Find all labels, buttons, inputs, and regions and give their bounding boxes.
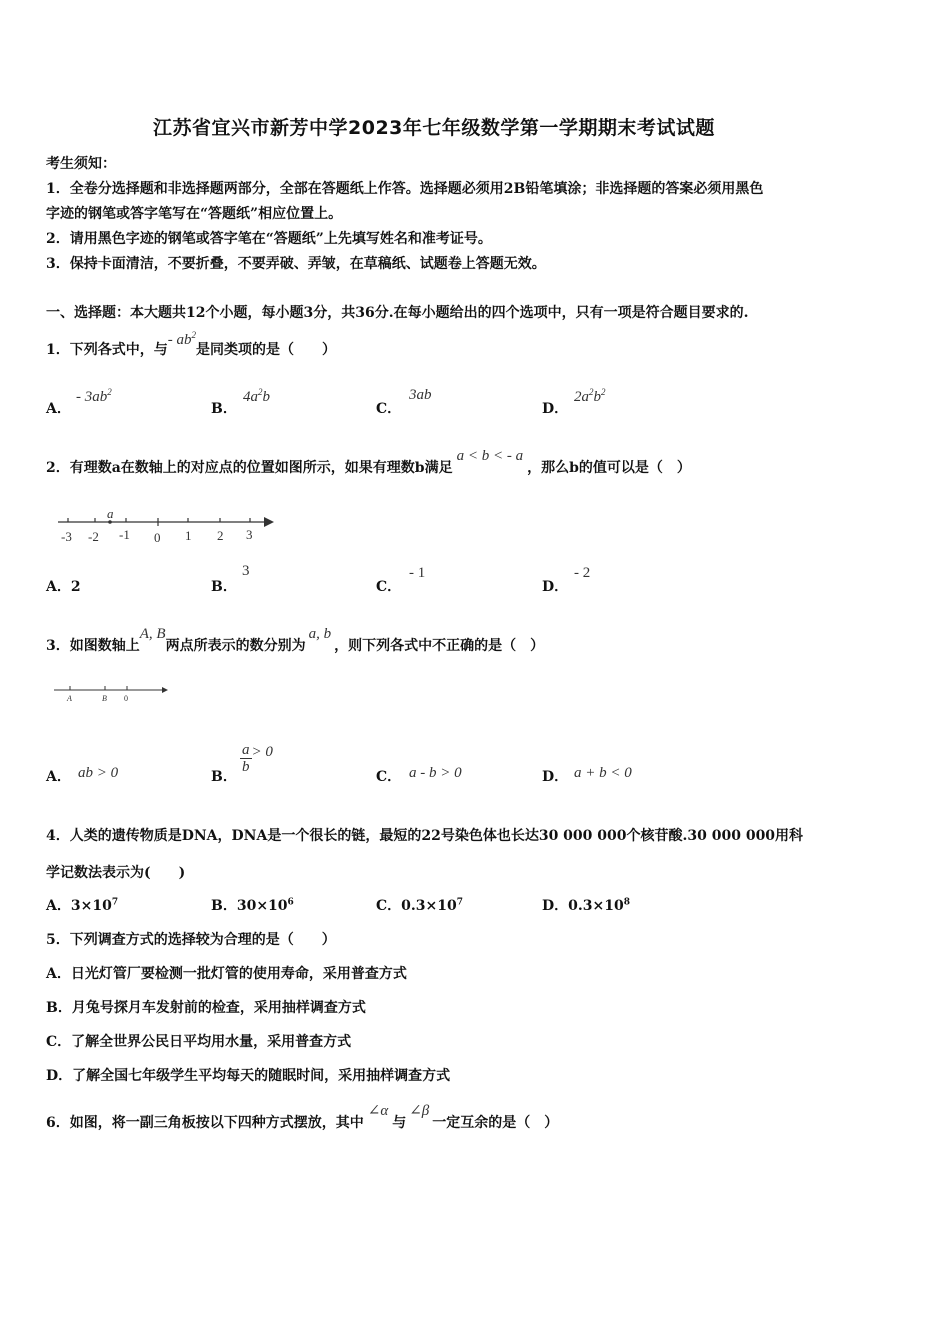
q3-option-b-denominator: b <box>242 759 250 775</box>
q4-option-c[interactable]: C．$0.3\times 10^7$ <box>376 897 463 914</box>
q2-tick-label: 2 <box>217 528 224 543</box>
q2-label-d: D． <box>542 579 569 595</box>
q4-option-d[interactable]: D．$0.3\times 10^8$ <box>542 897 630 914</box>
q2-stem: 2．有理数a在数轴上的对应点的位置如图所示，如果有理数b满足a < b < - a，那么b的值可以是（ ） <box>46 448 691 476</box>
q5-option-d[interactable]: D．了解全国七年级学生平均每天的随眠时间，采用抽样调查方式 <box>46 1068 451 1084</box>
q4-stem-line-2: 学记数法表示为( ) <box>46 865 186 881</box>
q3-label-a: A． <box>46 769 71 785</box>
notice-line-1b: 字迹的钢笔或答字笔写在“答题纸”相应位置上。 <box>46 206 343 222</box>
q4-option-a[interactable]: A．$3\times 10^7$ <box>46 897 119 914</box>
q2-option-c[interactable]: - 1 <box>409 565 426 581</box>
notice-line-3: 3．保持卡面清洁，不要折叠，不要弄破、弄皱，在草稿纸、试题卷上答题无效。 <box>46 256 546 272</box>
q1-label-d: D． <box>542 401 569 417</box>
q5-option-b[interactable]: B．月兔号探月车发射前的检查，采用抽样调查方式 <box>46 1000 366 1016</box>
q6-stem: 6．如图，将一副三角板按以下四种方式摆放，其中∠α与∠β一定互余的是（ ） <box>46 1103 559 1131</box>
q3-option-d[interactable]: a + b < 0 <box>574 765 632 781</box>
q3-label-b: B． <box>211 769 237 785</box>
q2-condition: a < b < - a <box>456 448 524 464</box>
q1-label-b: B． <box>211 401 237 417</box>
q2-tick-label: 1 <box>185 528 192 543</box>
q1-stem: 1．下列各式中，与- $ab^2$是同类项的是（ ） <box>46 330 336 358</box>
q3-label-c: C． <box>376 769 402 785</box>
q6-angle-beta: ∠β <box>409 1103 430 1119</box>
q3-values: a, b <box>308 626 332 642</box>
q2-label-c: C． <box>376 579 402 595</box>
q2-point-label: a <box>107 506 114 521</box>
q3-points: A, B <box>139 626 166 642</box>
q3-number-line <box>52 680 170 706</box>
q2-tick-label: 3 <box>246 527 253 542</box>
q1-label-a: A． <box>46 401 71 417</box>
q3-option-a[interactable]: ab > 0 <box>78 765 119 781</box>
q2-tick-label: 0 <box>154 530 161 545</box>
q1-option-d[interactable]: $2a^2b^2$ <box>574 387 606 405</box>
q2-option-b[interactable]: 3 <box>242 563 250 579</box>
q2-tick-label: -3 <box>61 529 72 544</box>
q2-label-a: A．2 <box>46 579 81 595</box>
q1-option-b[interactable]: $4a^2b$ <box>243 387 270 405</box>
notice-line-2: 2．请用黑色字迹的钢笔或答字笔在“答题纸”上先填写姓名和准考证号。 <box>46 231 492 247</box>
q3-axis-label: B <box>102 694 107 703</box>
q2-option-d[interactable]: - 2 <box>574 565 591 581</box>
q3-axis-label: 0 <box>124 694 128 703</box>
section-heading: 一、选择题：本大题共12个小题，每小题3分，共36分.在每小题给出的四个选项中，只有一项是符合题目要求的. <box>46 305 749 321</box>
q6-angle-alpha: ∠α <box>367 1103 389 1119</box>
notice-line-1: 1．全卷分选择题和非选择题两部分，全部在答题纸上作答。选择题必须用2B铅笔填涂；非选择题的答案必须用黑色 <box>46 181 764 197</box>
q2-tick-label: -1 <box>119 527 130 542</box>
q4-stem-line-1: 4．人类的遗传物质是DNA，DNA是一个很长的链，最短的22号染色体也长达30 000 000个核苷酸.30 000 000用科 <box>46 828 804 844</box>
q5-stem: 5．下列调查方式的选择较为合理的是（ ） <box>46 932 336 948</box>
q3-option-b[interactable]: $\frac{a}{b}$ > 0 <box>242 742 273 775</box>
q3-stem: 3．如图数轴上A, B两点所表示的数分别为a, b，则下列各式中不正确的是（ ） <box>46 626 545 654</box>
q1-label-c: C． <box>376 401 402 417</box>
q2-tick-label: -2 <box>88 529 99 544</box>
q2-number-line <box>52 505 277 547</box>
q3-label-d: D． <box>542 769 569 785</box>
q5-option-c[interactable]: C．了解全世界公民日平均用水量，采用普查方式 <box>46 1034 352 1050</box>
q2-label-b: B． <box>211 579 237 595</box>
q4-option-b[interactable]: B．$30\times 10^6$ <box>211 897 294 914</box>
q1-option-c[interactable]: 3ab <box>409 387 432 403</box>
q1-option-a[interactable]: - $3ab^2$ <box>76 387 112 405</box>
q5-option-a[interactable]: A．日光灯管厂要检测一批灯管的使用寿命，采用普查方式 <box>46 966 407 982</box>
page-title: 江苏省宜兴市新芳中学2023年七年级数学第一学期期末考试试题 <box>153 117 715 139</box>
q3-option-c[interactable]: a - b > 0 <box>409 765 462 781</box>
notice-heading: 考生须知： <box>46 156 116 172</box>
q3-option-b-numerator: a <box>242 742 250 758</box>
q1-expr: - $ab^2$ <box>167 330 196 348</box>
q3-axis-label: A <box>67 694 72 703</box>
